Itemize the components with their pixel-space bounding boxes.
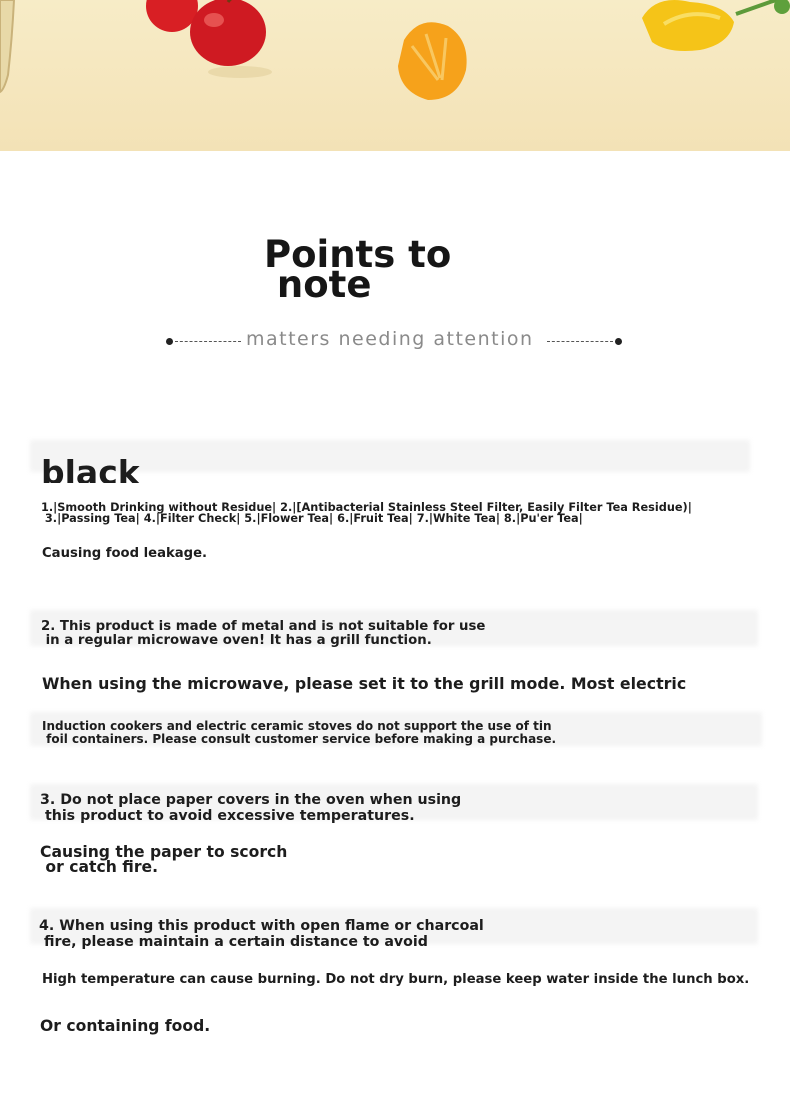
note-2-grill: When using the microwave, please set it to the grill mode. Most electric [42,674,687,693]
note-3-scorch: Causing the paper to scorch or catch fire. [40,843,288,876]
note-3: 3. Do not place paper covers in the oven when using this product to avoid excessive temperatures. [40,792,462,824]
subtitle: matters needing attention [246,328,534,350]
page-title: Points to note [264,233,452,306]
filters-list: 1.|Smooth Drinking without Residue| 2.|[Antibacterial Stainless Steel Filter, Easily Filter Tea Residue)| 3.|Passing Tea| 4.|Filter Check| 5.|Flower Tea| 6.|Fruit Tea| 7.|White Tea| 8.|Pu'er Tea| [41,501,692,525]
note-2-induction: Induction cookers and electric ceramic stoves do not support the use of tin foil containers. Please consult customer service before making a purchase. [42,719,557,746]
dash-left [175,341,241,342]
leak-note: Causing food leakage. [42,546,208,561]
note-4: 4. When using this product with open flame or charcoal fire, please maintain a certain distance to avoid [39,918,484,950]
dash-right [547,341,613,342]
dot-right [615,338,622,345]
note-4-food: Or containing food. [40,1017,211,1035]
subtitle-divider [166,328,626,354]
hero-banner [0,0,790,151]
dot-left [166,338,173,345]
heading-black: black [41,456,140,483]
note-2: 2. This product is made of metal and is not suitable for use in a regular microwave oven! It has a grill function. [41,619,486,648]
note-4-burn: High temperature can cause burning. Do not dry burn, please keep water inside the lunch box. [42,972,750,987]
fruit-illustration [0,0,790,151]
